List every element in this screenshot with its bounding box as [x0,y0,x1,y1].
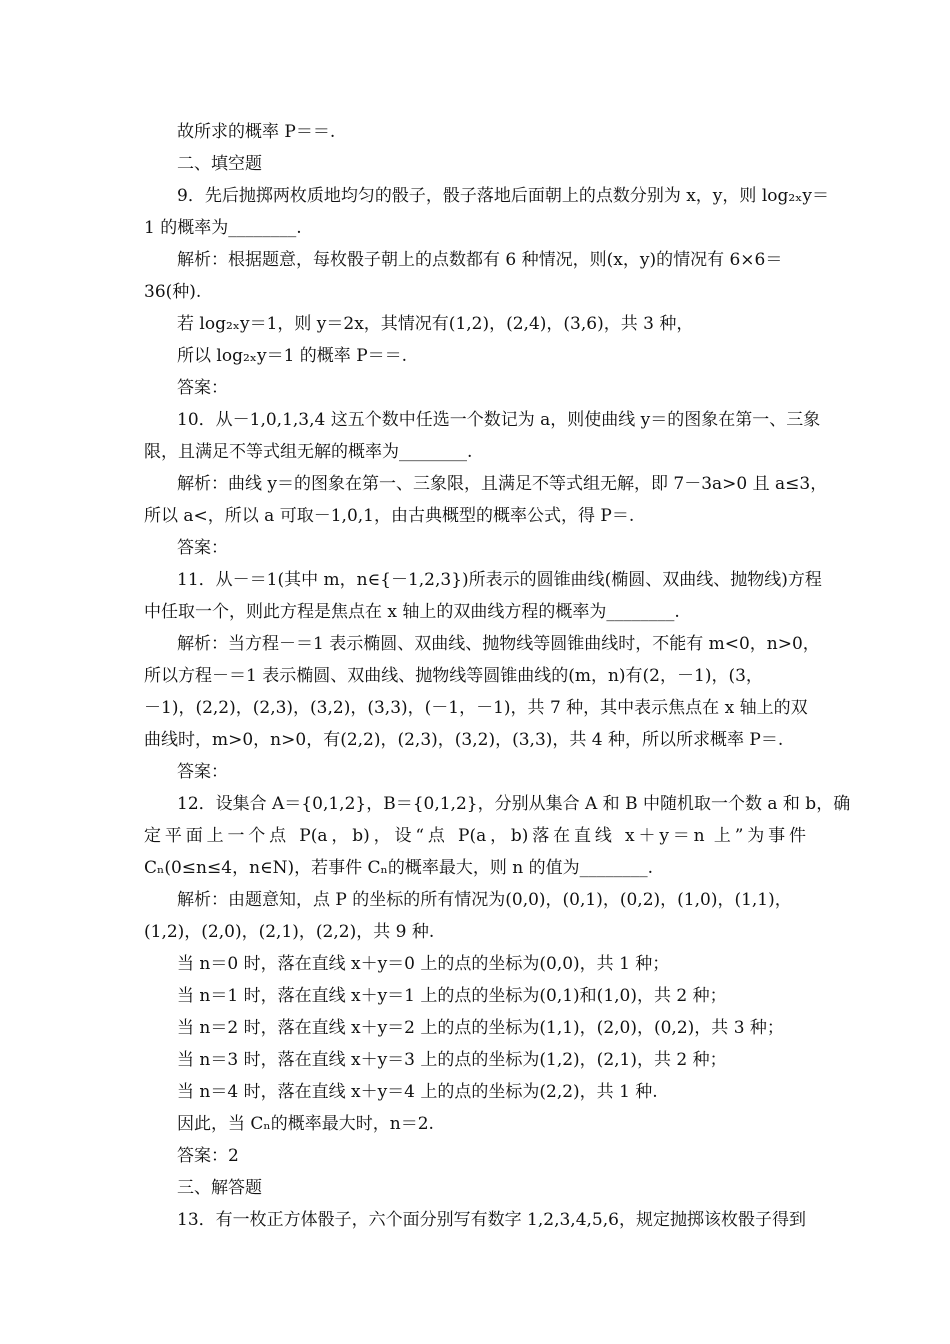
answer-label: 答案： [177,378,228,398]
solution-text: 解析：曲线 y＝的图象在第一、三象限，且满足不等式组无解，即 7－3a>0 且 a≤3， [177,474,828,494]
solution-text: 若 log₂ₓy＝1，则 y＝2x，其情况有(1,2)，(2,4)，(3,6)，共 3 种， [177,314,694,334]
answer-label: 答案：2 [177,1146,239,1166]
solution-text: 36(种). [144,282,202,302]
answer-label: 答案： [177,762,228,782]
question-text: 11．从－＝1(其中 m，n∈{－1,2,3})所表示的圆锥曲线(椭圆、双曲线、抛物线)方程 [177,570,822,590]
section-heading: 二、填空题 [177,154,262,174]
question-text: 定平面上一个点 P(a，b)，设“点 P(a，b)落在直线 x＋y＝n 上”为事件 [144,826,806,846]
section-heading: 三、解答题 [177,1178,262,1198]
solution-text: 当 n＝0 时，落在直线 x＋y＝0 上的点的坐标为(0,0)，共 1 种； [177,954,670,974]
question-text: 1 的概率为________. [144,218,302,238]
solution-text: 当 n＝1 时，落在直线 x＋y＝1 上的点的坐标为(0,1)和(1,0)，共 2 种； [177,986,727,1006]
solution-text: 解析：由题意知，点 P 的坐标的所有情况为(0,0)，(0,1)，(0,2)，(1,0)，(1,1)， [177,890,792,910]
solution-text: 所以 a<，所以 a 可取－1,0,1，由古典概型的概率公式，得 P＝. [144,506,635,526]
question-text: Cₙ(0≤n≤4，n∈N)，若事件 Cₙ的概率最大，则 n 的值为________. [144,858,654,878]
solution-text: 当 n＝4 时，落在直线 x＋y＝4 上的点的坐标为(2,2)，共 1 种. [177,1082,658,1102]
solution-text: (1,2)，(2,0)，(2,1)，(2,2)，共 9 种. [144,922,435,942]
solution-text: 解析：当方程－＝1 表示椭圆、双曲线、抛物线等圆锥曲线时，不能有 m<0，n>0， [177,634,820,654]
solution-text: 曲线时，m>0，n>0，有(2,2)，(2,3)，(3,2)，(3,3)，共 4 种，所以所求概率 P＝. [144,730,784,750]
solution-text: 因此，当 Cₙ的概率最大时，n＝2. [177,1114,434,1134]
solution-text: 当 n＝3 时，落在直线 x＋y＝3 上的点的坐标为(1,2)，(2,1)，共 2 种； [177,1050,727,1070]
text-line: 故所求的概率 P＝＝. [177,122,336,142]
question-text: 10．从－1,0,1,3,4 这五个数中任选一个数记为 a，则使曲线 y＝的图象在第一、三象 [177,410,821,430]
solution-text: 所以 log₂ₓy＝1 的概率 P＝＝. [177,346,408,366]
solution-text: 当 n＝2 时，落在直线 x＋y＝2 上的点的坐标为(1,1)，(2,0)，(0,2)，共 3 种； [177,1018,784,1038]
solution-text: 所以方程－＝1 表示椭圆、双曲线、抛物线等圆锥曲线的(m，n)有(2，－1)，(3， [144,666,763,686]
question-text: 13．有一枚正方体骰子，六个面分别写有数字 1,2,3,4,5,6，规定抛掷该枚骰子得到 [177,1210,806,1230]
question-text: 中任取一个，则此方程是焦点在 x 轴上的双曲线方程的概率为________. [144,602,680,622]
question-text: 12．设集合 A＝{0,1,2}，B＝{0,1,2}，分别从集合 A 和 B 中随机取一个数 a 和 b，确 [177,794,851,814]
solution-text: 解析：根据题意，每枚骰子朝上的点数都有 6 种情况，则(x，y)的情况有 6×6＝ [177,250,783,270]
question-text: 限，且满足不等式组无解的概率为________. [144,442,473,462]
question-text: 9．先后抛掷两枚质地均匀的骰子，骰子落地后面朝上的点数分别为 x，y，则 log₂ₓy＝ [177,186,829,206]
solution-text: －1)，(2,2)，(2,3)，(3,2)，(3,3)，(－1，－1)，共 7 种，其中表示焦点在 x 轴上的双 [144,698,808,718]
answer-label: 答案： [177,538,228,558]
